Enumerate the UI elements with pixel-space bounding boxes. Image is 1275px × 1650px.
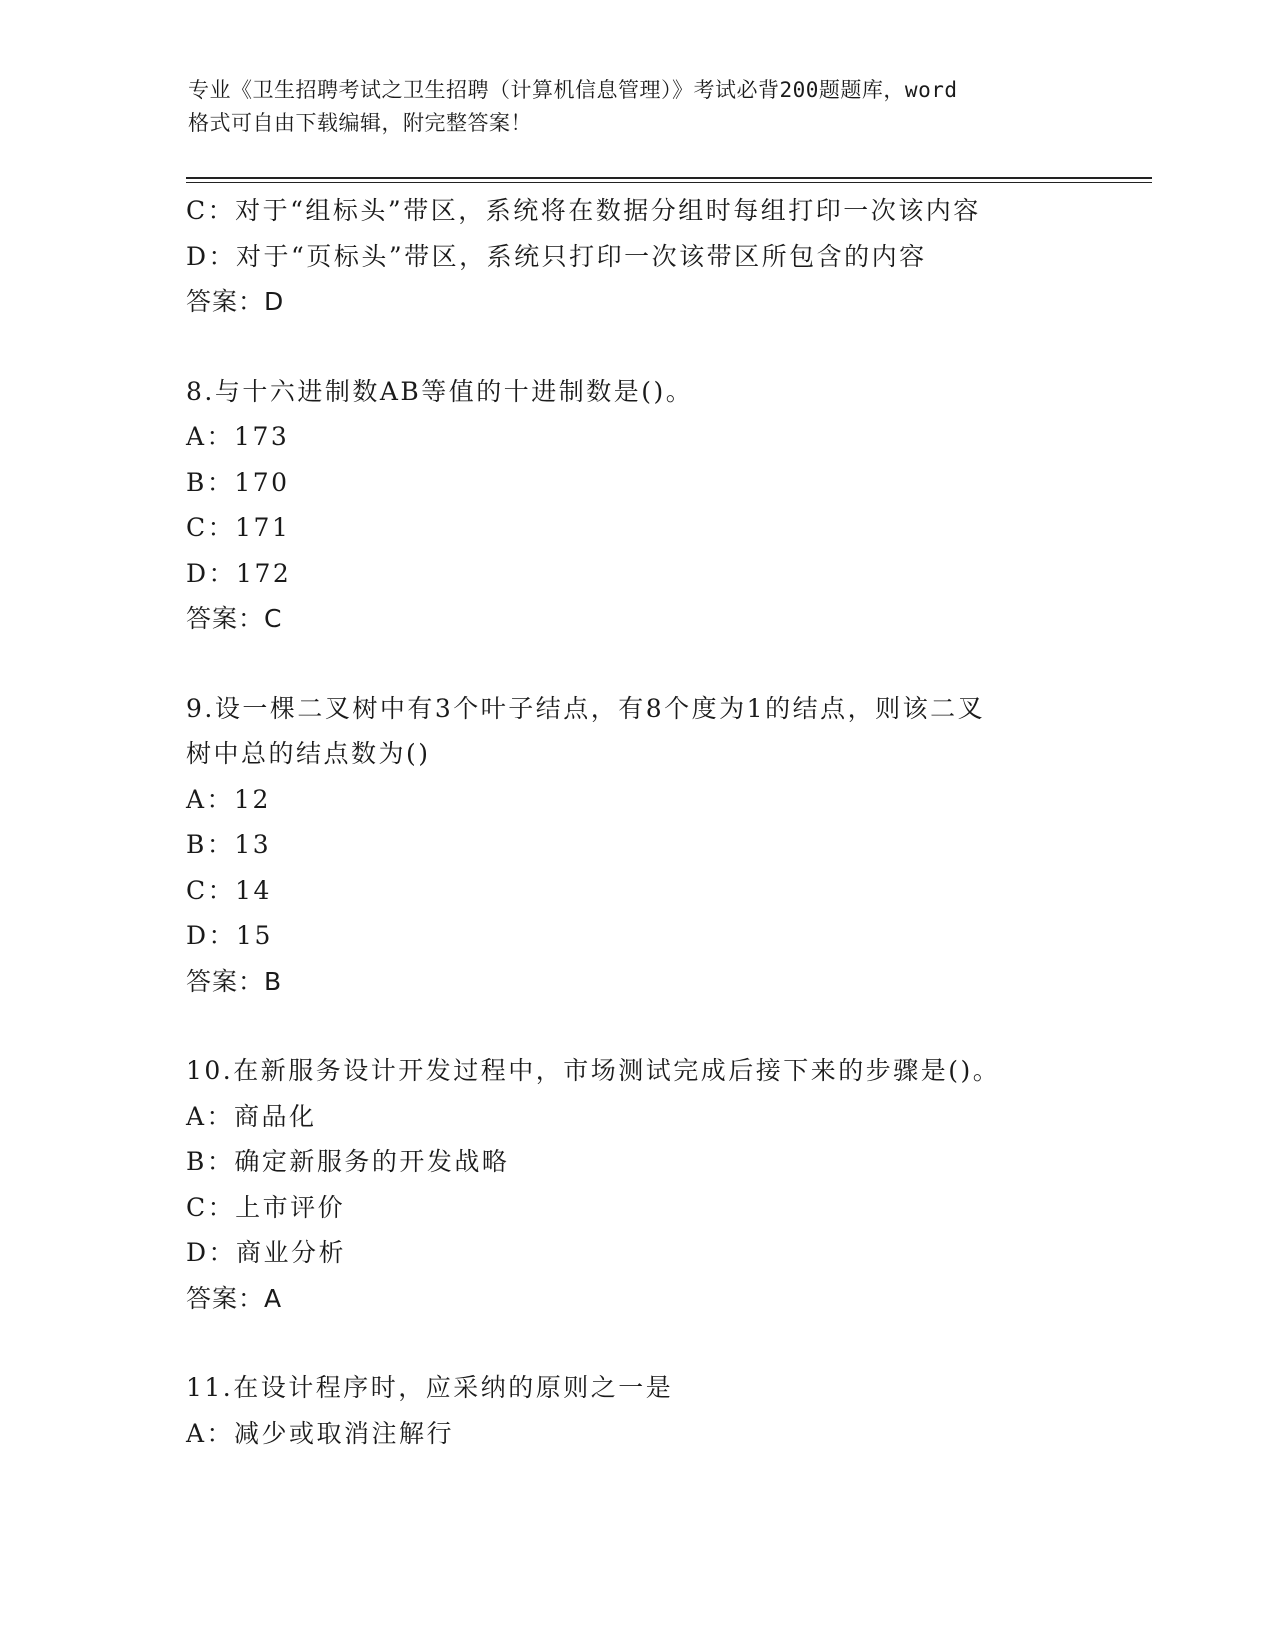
header-divider-thick — [186, 177, 1152, 179]
question-stem: 9.设一棵二叉树中有3个叶子结点，有8个度为1的结点，则该二叉 — [186, 693, 986, 723]
header-line-1: 专业《卫生招聘考试之卫生招聘（计算机信息管理）》考试必背200题题库，word — [188, 78, 958, 102]
document-header — [188, 74, 1088, 140]
answer-line: 答案：D — [186, 287, 285, 316]
question-list — [186, 188, 1086, 1456]
option-c: C：171 — [186, 513, 291, 542]
header-line-2: 格式可自由下载编辑，附完整答案！ — [188, 111, 532, 135]
header-divider-thin — [186, 182, 1152, 183]
answer-line: 答案：A — [186, 1283, 283, 1313]
option-c: C：14 — [186, 875, 272, 905]
spacer — [186, 1321, 1086, 1365]
question-stem: 11.在设计程序时，应采纳的原则之一是 — [186, 1373, 674, 1402]
continued-question — [186, 188, 1086, 325]
option-d: D：对于“页标头”带区，系统只打印一次该带区所包含的内容 — [186, 241, 927, 271]
option-a: A：173 — [186, 422, 290, 451]
option-d: D：商业分析 — [186, 1238, 347, 1267]
option-b: B：确定新服务的开发战略 — [186, 1147, 510, 1176]
option-a: A：12 — [186, 784, 271, 814]
question-9 — [186, 686, 1086, 1005]
answer-line: 答案：C — [186, 604, 283, 633]
spacer — [186, 1004, 1086, 1048]
question-8 — [186, 369, 1086, 642]
question-11 — [186, 1365, 1086, 1456]
question-stem-continued: 树中总的结点数为() — [186, 739, 431, 768]
option-d: D：15 — [186, 921, 273, 950]
question-10 — [186, 1048, 1086, 1321]
question-stem: 8.与十六进制数AB等值的十进制数是()。 — [186, 376, 694, 406]
option-c: C：对于“组标头”带区，系统将在数据分组时每组打印一次该内容 — [186, 196, 981, 225]
option-a: A：减少或取消注解行 — [186, 1418, 455, 1448]
option-d: D：172 — [186, 558, 292, 588]
option-b: B：13 — [186, 830, 272, 859]
spacer — [186, 325, 1086, 369]
option-b: B：170 — [186, 467, 290, 497]
answer-line: 答案：B — [186, 966, 283, 996]
spacer — [186, 642, 1086, 686]
question-stem: 10.在新服务设计开发过程中，市场测试完成后接下来的步骤是()。 — [186, 1056, 1001, 1085]
option-c: C：上市评价 — [186, 1192, 346, 1222]
option-a: A：商品化 — [186, 1101, 317, 1131]
